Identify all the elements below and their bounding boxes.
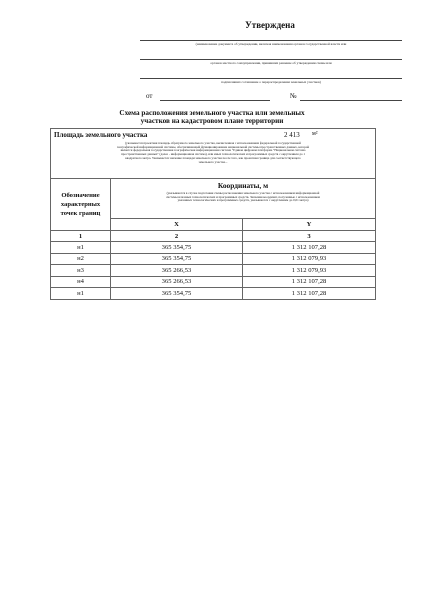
date-line (160, 100, 270, 101)
table-row (51, 265, 376, 277)
number-label: № (290, 92, 297, 100)
coord-y: 1 312 079,93 (243, 265, 376, 277)
area-note (54, 142, 372, 164)
column-number: 3 (243, 231, 376, 242)
area-unit: м² (312, 131, 318, 137)
coord-x: 365 354,75 (111, 288, 243, 300)
coordinates-title: Координаты, м (217, 181, 269, 190)
coordinates-note (113, 192, 373, 203)
point-header-line: Обозначение (61, 192, 100, 199)
area-note-line: (указывается проектная площадь образуемого земельного участка, вычисленная с использованием федеральной государственной (125, 141, 301, 145)
coordinates-header (111, 179, 376, 219)
coords-note-line: указанных технологических и программных средств, указываются с округлением до 0,01 метра) (177, 198, 309, 203)
column-number-row (51, 231, 376, 242)
point-name: н1 (51, 288, 111, 300)
area-cell (51, 129, 376, 179)
approval-note-2: органов местного самоуправления, принявших решение об утверждении схемы или (210, 61, 332, 65)
area-label: Площадь земельного участка (54, 131, 148, 139)
point-header-line: характерных (60, 201, 101, 208)
coords-note-line: (указываются в случае подготовки схемы расположения земельного участка с использованием информационной (166, 191, 320, 195)
y-header: Y (243, 219, 376, 231)
area-value: 2 413 (284, 131, 300, 139)
area-note-line: квадратного метра. Указывается значение площади земельного участка после того, как проектная граница для соответствующего (125, 155, 301, 160)
date-label: от (146, 92, 153, 100)
document-title (60, 109, 364, 125)
table-row (51, 288, 376, 300)
area-row (51, 129, 376, 179)
coords-header-row (51, 179, 376, 219)
boundary-table (50, 128, 376, 300)
number-line (300, 100, 402, 101)
area-note-line: пространственных данных" (далее - информационная система), или иных технологических и программных средств с округлением до 1 (121, 152, 305, 157)
column-number: 1 (51, 231, 111, 242)
point-name: н3 (51, 265, 111, 277)
table-row (51, 242, 376, 254)
column-number: 2 (111, 231, 243, 242)
coord-x: 365 266,53 (111, 276, 243, 288)
coord-y: 1 312 107,28 (243, 242, 376, 254)
coord-x: 365 354,75 (111, 253, 243, 265)
point-name: н2 (51, 253, 111, 265)
coord-x: 365 354,75 (111, 242, 243, 254)
approval-heading: Утверждена (245, 20, 295, 30)
document-title-line-2: участков на кадастровом плане территории (140, 117, 284, 125)
table-row (51, 253, 376, 265)
coord-x: 365 266,53 (111, 265, 243, 277)
area-note-line: является федеральная государственная географическая информационная система "Единая цифровая платформа "Национальная система (120, 148, 306, 153)
approval-note-3: подписавших соглашение о перераспределении земельных участков) (221, 80, 321, 84)
coord-y: 1 312 107,28 (243, 276, 376, 288)
area-note-line: земельного участка... (198, 159, 228, 164)
point-header-line: точек границ (60, 210, 101, 217)
document-title-line-1: Схема расположения земельного участка или земельных (119, 109, 305, 117)
point-name: н1 (51, 242, 111, 254)
approval-note-1: (наименование документа об утверждении, включая наименования органов государственной власти или (195, 42, 347, 46)
coord-y: 1 312 107,28 (243, 288, 376, 300)
approval-line-3 (140, 78, 402, 79)
point-designation-header (51, 179, 111, 231)
x-header: X (111, 219, 243, 231)
coord-y: 1 312 079,93 (243, 253, 376, 265)
table-row (51, 276, 376, 288)
approval-line-1 (140, 40, 402, 41)
approval-line-2 (140, 59, 402, 60)
coords-note-line: системы или иных технологических и программных средств. Значения координат, полученные с использованием (166, 194, 320, 199)
point-name: н4 (51, 276, 111, 288)
area-note-line: географической информационной системы, обеспечивающей функционирование национальной системы пространственных данных, которой (116, 144, 310, 149)
